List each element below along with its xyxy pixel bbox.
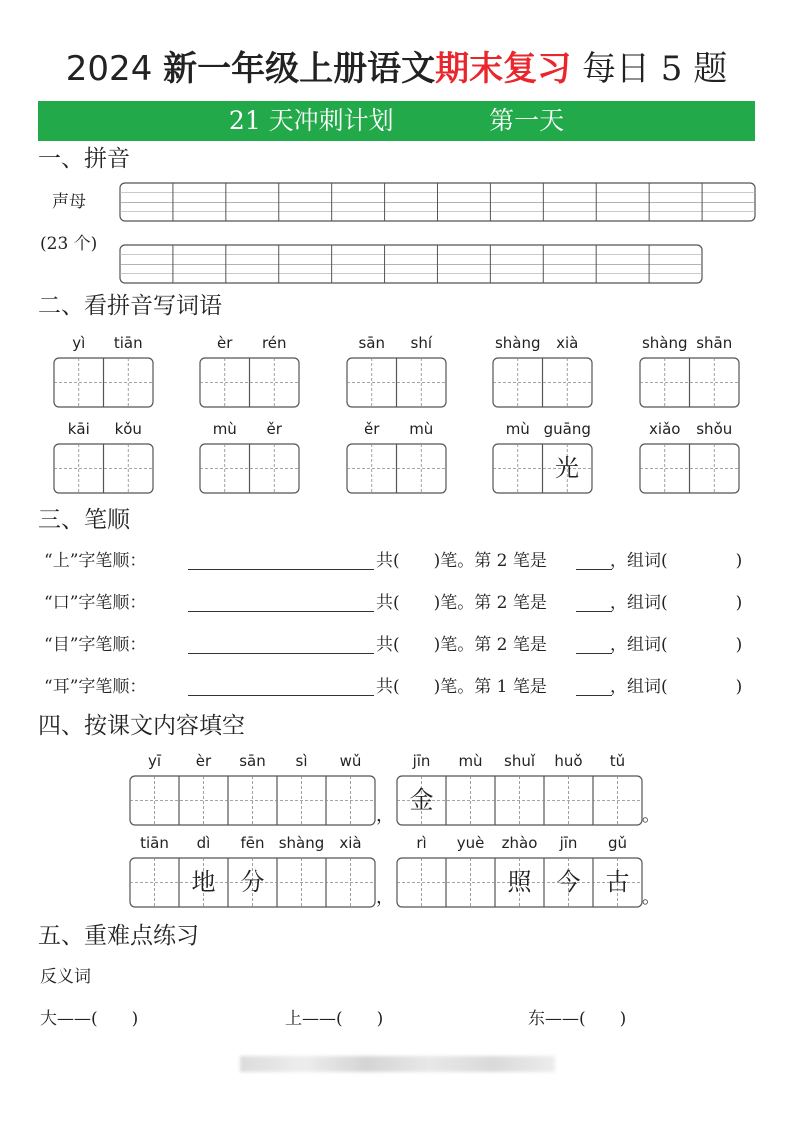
antonym-item-dong[interactable]: 东——( ) bbox=[528, 1009, 627, 1029]
title-review: 期末复习 bbox=[435, 49, 572, 89]
given-character: 金 bbox=[409, 786, 434, 814]
fill-pinyin: sì bbox=[295, 752, 308, 770]
stroke-label: “目”字笔顺： bbox=[44, 635, 147, 655]
title-year: 2024 bbox=[65, 49, 153, 89]
fill-pinyin: wǔ bbox=[339, 752, 362, 770]
fill-comma: ， bbox=[376, 805, 394, 826]
word-pinyin: shàng bbox=[641, 334, 688, 352]
fill-pinyin: jīn bbox=[559, 834, 578, 852]
fill-period: 。 bbox=[642, 805, 660, 826]
word-pinyin: rén bbox=[261, 334, 287, 352]
word-pinyin: shān bbox=[696, 334, 733, 352]
fill-pinyin: èr bbox=[195, 752, 212, 770]
word-pinyin: sān bbox=[358, 334, 386, 352]
word-pinyin: xiǎo bbox=[649, 420, 681, 438]
banner-day: 第一天 bbox=[489, 106, 565, 135]
fill-pinyin: zhào bbox=[501, 834, 538, 852]
given-character: 地 bbox=[191, 868, 216, 896]
section3-heading: 三、笔顺 bbox=[38, 507, 130, 533]
given-character: 照 bbox=[507, 868, 532, 896]
word-pinyin: yì bbox=[72, 334, 86, 352]
fill-pinyin: shàng bbox=[278, 834, 325, 852]
fill-period: 。 bbox=[642, 887, 660, 908]
stroke-count-text: 共( )笔。第 2 笔是 bbox=[376, 635, 547, 655]
watermark-blur bbox=[240, 1056, 555, 1072]
fill-pinyin: sān bbox=[239, 752, 266, 770]
stroke-label: “上”字笔顺： bbox=[44, 551, 147, 571]
fill-pinyin: rì bbox=[416, 834, 427, 852]
word-pinyin: guāng bbox=[543, 420, 591, 438]
word-pinyin: kāi bbox=[67, 420, 90, 438]
word-pinyin: shàng bbox=[494, 334, 541, 352]
fill-pinyin: tǔ bbox=[609, 752, 626, 770]
word-pinyin: mù bbox=[505, 420, 530, 438]
word-pinyin: shǒu bbox=[696, 420, 733, 438]
fill-pinyin: yī bbox=[147, 752, 162, 770]
stroke-label: “耳”字笔顺： bbox=[44, 677, 147, 697]
fill-pinyin: dì bbox=[196, 834, 211, 852]
stroke-label: “口”字笔顺： bbox=[44, 593, 147, 613]
word-pinyin: tiān bbox=[113, 334, 143, 352]
antonym-label: 反义词 bbox=[40, 967, 91, 987]
section4-heading: 四、按课文内容填空 bbox=[38, 713, 245, 739]
banner-plan: 21 天冲刺计划 bbox=[228, 106, 394, 135]
given-character: 古 bbox=[605, 868, 630, 896]
word-pinyin: èr bbox=[217, 334, 233, 352]
fill-pinyin: gǔ bbox=[607, 834, 628, 852]
antonym-item-shang[interactable]: 上——( ) bbox=[285, 1009, 384, 1029]
fill-pinyin: jīn bbox=[412, 752, 431, 770]
word-pinyin: ěr bbox=[364, 420, 380, 438]
stroke-count-text: 共( )笔。第 2 笔是 bbox=[376, 551, 547, 571]
section2-heading: 二、看拼音写词语 bbox=[38, 293, 222, 319]
fill-pinyin: mù bbox=[458, 752, 483, 770]
title-daily: 每日 5 题 bbox=[581, 49, 728, 89]
fill-box[interactable] bbox=[130, 776, 375, 825]
antonym-item-da[interactable]: 大——( ) bbox=[40, 1009, 139, 1029]
fill-pinyin: shuǐ bbox=[504, 752, 535, 770]
word-pinyin: kǒu bbox=[114, 420, 142, 438]
section5-heading: 五、重难点练习 bbox=[38, 923, 199, 949]
given-character: 今 bbox=[556, 868, 581, 896]
word-pinyin: xià bbox=[556, 334, 579, 352]
fill-pinyin: huǒ bbox=[554, 752, 583, 770]
given-character: 光 bbox=[555, 454, 579, 482]
stroke-count-text: 共( )笔。第 1 笔是 bbox=[376, 677, 547, 697]
initials-count: (23 个) bbox=[40, 234, 98, 254]
word-pinyin: shí bbox=[410, 334, 432, 352]
word-group-text: ，组词( ) bbox=[610, 551, 743, 571]
fill-pinyin: yuè bbox=[456, 834, 485, 852]
word-pinyin: mù bbox=[409, 420, 434, 438]
title-grade: 新一年级上册语文 bbox=[163, 49, 436, 89]
fill-pinyin: fēn bbox=[240, 834, 265, 852]
section1-heading: 一、拼音 bbox=[38, 146, 130, 172]
word-pinyin: ěr bbox=[266, 420, 282, 438]
given-character: 分 bbox=[240, 868, 265, 896]
initials-label: 声母 bbox=[52, 192, 86, 212]
word-group-text: ，组词( ) bbox=[610, 677, 743, 697]
fill-comma: ， bbox=[376, 887, 394, 908]
stroke-count-text: 共( )笔。第 2 笔是 bbox=[376, 593, 547, 613]
word-group-text: ，组词( ) bbox=[610, 635, 743, 655]
fill-pinyin: xià bbox=[339, 834, 362, 852]
word-group-text: ，组词( ) bbox=[610, 593, 743, 613]
fill-pinyin: tiān bbox=[140, 834, 169, 852]
word-pinyin: mù bbox=[212, 420, 237, 438]
